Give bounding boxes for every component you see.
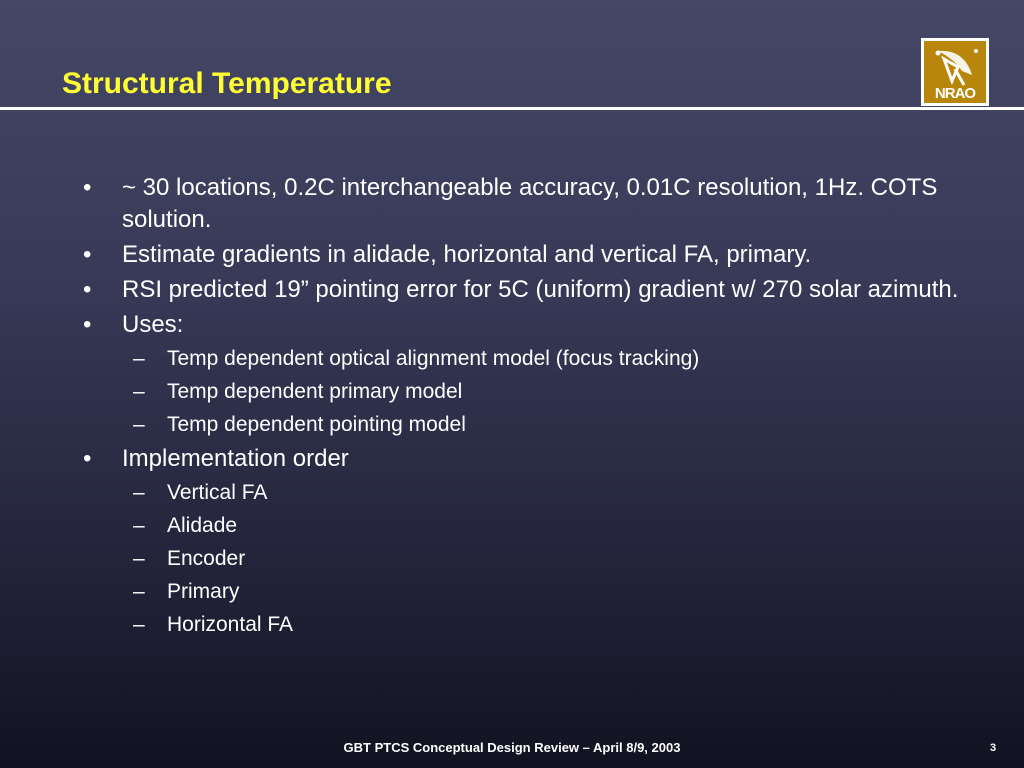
bullet-text: ~ 30 locations, 0.2C interchangeable accuracy, 0.01C resolution, 1Hz. COTS solution. xyxy=(122,174,938,233)
radio-telescope-icon xyxy=(924,41,986,103)
bullet-text: RSI predicted 19” pointing error for 5C (uniform) gradient w/ 270 solar azimuth. xyxy=(122,276,959,303)
sub-bullet-marker: – xyxy=(133,547,145,570)
logo-text: NRAO xyxy=(934,85,976,102)
sub-bullet-item xyxy=(80,478,960,508)
sub-bullet-marker: – xyxy=(133,347,145,370)
bullet-item xyxy=(80,239,960,271)
sub-bullet-text: Encoder xyxy=(167,547,246,570)
sub-bullet-text: Temp dependent optical alignment model (focus tracking) xyxy=(167,347,700,370)
bullet-item xyxy=(80,443,960,640)
sub-bullet-list xyxy=(122,478,960,640)
sub-bullet-item xyxy=(80,410,960,440)
bullet-item xyxy=(80,274,960,306)
sub-bullet-text: Horizontal FA xyxy=(167,613,294,636)
sub-bullet-marker: – xyxy=(133,380,145,403)
bullet-marker: • xyxy=(83,445,92,472)
page-number: 3 xyxy=(990,742,997,754)
sub-bullet-item xyxy=(80,511,960,541)
sub-bullet-list xyxy=(122,344,960,440)
sub-bullet-marker: – xyxy=(133,514,145,537)
sub-bullet-marker: – xyxy=(133,613,145,636)
slide-title: Structural Temperature xyxy=(62,67,392,100)
sub-bullet-item xyxy=(80,377,960,407)
sub-bullet-item xyxy=(80,577,960,607)
bullet-text: Implementation order xyxy=(122,445,349,472)
nrao-logo xyxy=(921,38,989,106)
sub-bullet-text: Temp dependent primary model xyxy=(167,380,463,403)
slide-footer: GBT PTCS Conceptual Design Review – April 8/9, 2003 xyxy=(343,740,681,755)
sub-bullet-item xyxy=(80,344,960,374)
sub-bullet-item xyxy=(80,544,960,574)
sub-bullet-item xyxy=(80,610,960,640)
bullet-item xyxy=(80,172,960,236)
bullet-marker: • xyxy=(83,311,92,338)
title-divider xyxy=(0,107,1024,110)
sub-bullet-marker: – xyxy=(133,481,145,504)
sub-bullet-text: Primary xyxy=(167,580,240,603)
sub-bullet-text: Temp dependent pointing model xyxy=(167,413,466,436)
bullet-text: Uses: xyxy=(122,311,184,338)
sub-bullet-marker: – xyxy=(133,413,145,436)
sub-bullet-marker: – xyxy=(133,580,145,603)
bullet-text: Estimate gradients in alidade, horizontal and vertical FA, primary. xyxy=(122,241,812,268)
sub-bullet-text: Alidade xyxy=(167,514,238,537)
sub-bullet-text: Vertical FA xyxy=(167,481,268,504)
bullet-item xyxy=(80,309,960,440)
bullet-marker: • xyxy=(83,276,92,303)
bullet-marker: • xyxy=(83,174,92,201)
bullet-list xyxy=(80,172,960,643)
bullet-marker: • xyxy=(83,241,92,268)
